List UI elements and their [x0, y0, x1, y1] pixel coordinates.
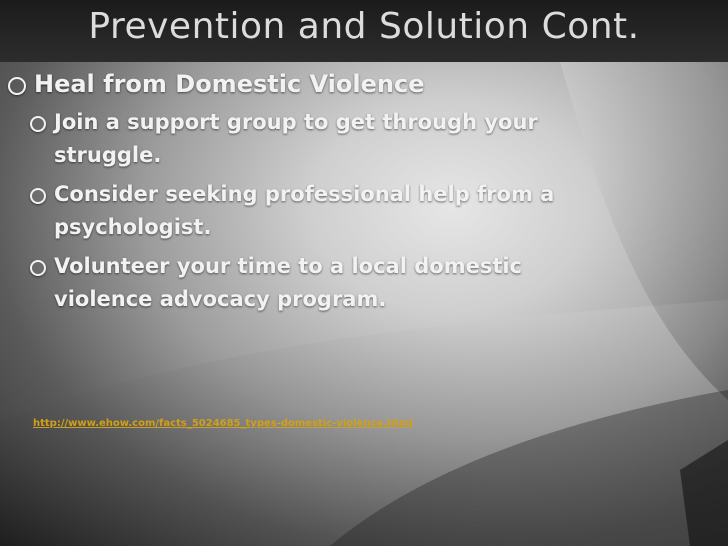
sub-bullet-text: Consider seeking professional help from a psychologist.: [54, 182, 555, 239]
slide-content: [8, 66, 688, 322]
sub-bullet-text: Join a support group to get through your struggle.: [54, 110, 538, 167]
main-bullet-text: Heal from Domestic Violence: [34, 70, 425, 98]
source-link[interactable]: http://www.ehow.com/facts_5024685_types-domestic-violence.html: [33, 418, 413, 429]
title-bar: [0, 0, 728, 62]
hollow-circle-icon: [30, 116, 46, 132]
main-bullet: [8, 66, 688, 102]
sub-bullet: [30, 178, 688, 244]
hollow-circle-icon: [8, 77, 26, 95]
sub-bullet: [30, 106, 688, 172]
hollow-circle-icon: [30, 188, 46, 204]
hollow-circle-icon: [30, 260, 46, 276]
sub-bullet-list: [30, 106, 688, 316]
sub-bullet-text: Volunteer your time to a local domestic violence advocacy program.: [54, 254, 523, 311]
slide-title: Prevention and Solution Cont.: [88, 6, 640, 47]
sub-bullet: [30, 250, 688, 316]
